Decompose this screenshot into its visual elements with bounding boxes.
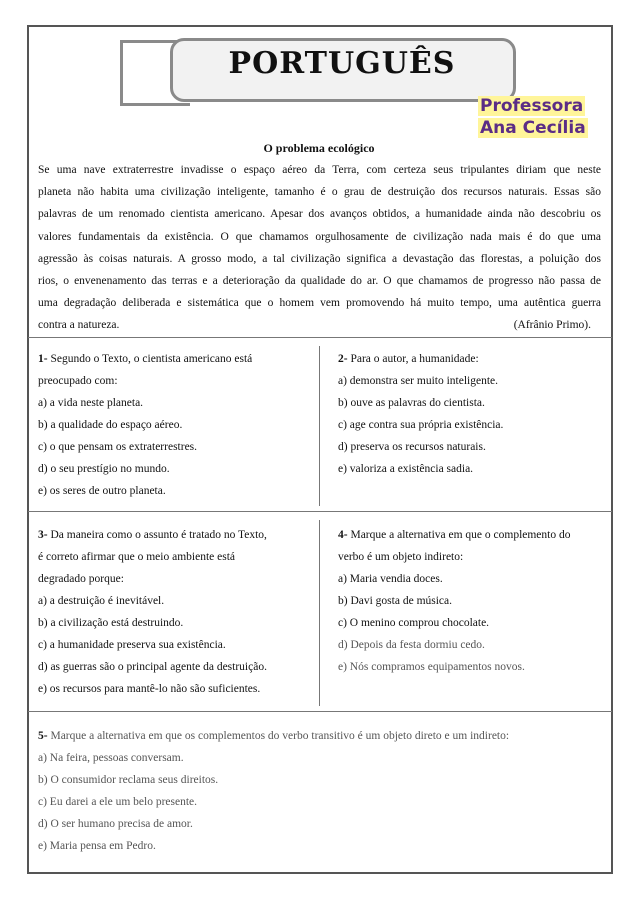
option: e) valoriza a existência sadia.	[338, 463, 474, 475]
option: b) Davi gosta de música.	[338, 595, 453, 607]
option: b) O consumidor reclama seus direitos.	[38, 774, 219, 786]
author-line-1: Professora	[480, 96, 584, 116]
option: b) ouve as palavras do cientista.	[338, 397, 485, 409]
option: b) a qualidade do espaço aéreo.	[38, 419, 183, 431]
divider	[28, 337, 612, 338]
question-number: 2-	[338, 353, 348, 365]
question-3	[38, 524, 267, 700]
question-4	[338, 524, 571, 678]
question-stem: verbo é um objeto indireto:	[338, 551, 464, 563]
option: c) O menino comprou chocolate.	[338, 617, 490, 629]
option: e) os seres de outro planeta.	[38, 485, 166, 497]
question-stem: preocupado com:	[38, 375, 118, 387]
question-1	[38, 348, 252, 502]
page-title: PORTUGUÊS	[228, 46, 456, 81]
author-line-2: Ana Cecília	[480, 118, 586, 138]
text-heading: O problema ecológico	[263, 141, 375, 155]
question-stem: Marque a alternativa em que os complementos do verbo transitivo é um objeto direto e um indireto:	[47, 730, 510, 742]
text-source: (Afrânio Primo).	[513, 319, 591, 332]
question-2	[338, 348, 503, 480]
reading-text	[38, 159, 601, 337]
question-number: 3-	[38, 529, 48, 541]
option: a) a destruição é inevitável.	[38, 595, 165, 607]
option: a) a vida neste planeta.	[38, 397, 144, 409]
option: a) Na feira, pessoas conversam.	[38, 752, 184, 764]
divider	[28, 511, 612, 512]
option: c) a humanidade preserva sua existência.	[38, 639, 226, 651]
text-line: rios, o envenenamento das terras e a deterioração da qualidade do ar. O que chamamos de progresso não passa de	[38, 274, 601, 287]
text-line: agressão às coisas naturais. A grosso modo, a tal civilização significa a devastação das florestas, a poluição dos	[38, 252, 601, 265]
question-stem: degradado porque:	[38, 573, 124, 585]
option: d) Depois da festa dormiu cedo.	[338, 639, 485, 651]
question-stem: Segundo o Texto, o cientista americano está	[47, 353, 253, 365]
option: d) o seu prestígio no mundo.	[38, 463, 170, 475]
question-number: 1-	[38, 353, 48, 365]
text-line: palavras de um renomado cientista americano. Apesar dos avanços obtidos, a humanidade ainda não descobriu os	[38, 208, 601, 221]
option: c) age contra sua própria existência.	[338, 419, 504, 431]
text-line: planeta não habita uma civilização inteligente, tamanho é o grau de destruição dos recursos naturais. Essas são	[38, 186, 601, 199]
option: d) as guerras são o principal agente da destruição.	[38, 661, 267, 673]
column-divider	[319, 520, 320, 706]
text-line: Se uma nave extraterrestre invadisse o espaço aéreo da Terra, com certeza seus tripulantes diriam que neste	[38, 164, 601, 176]
question-number: 4-	[338, 529, 348, 541]
option: d) O ser humano precisa de amor.	[38, 818, 193, 830]
question-stem: Para o autor, a humanidade:	[347, 353, 479, 365]
question-stem: Da maneira como o assunto é tratado no Texto,	[47, 529, 267, 541]
option: b) a civilização está destruindo.	[38, 617, 184, 629]
option: e) Maria pensa em Pedro.	[38, 840, 156, 852]
option: d) preserva os recursos naturais.	[338, 441, 486, 453]
question-stem: Marque a alternativa em que o complemento do	[347, 529, 571, 541]
option: c) Eu darei a ele um belo presente.	[38, 796, 198, 808]
question-number: 5-	[38, 730, 48, 742]
text-last-line: contra a natureza.	[38, 319, 120, 332]
option: c) o que pensam os extraterrestres.	[38, 441, 198, 453]
option: a) Maria vendia doces.	[338, 573, 443, 585]
option: e) Nós compramos equipamentos novos.	[338, 661, 525, 673]
text-line: valores fundamentais da existência. O que chamamos orgulhosamente de civilização nada mais é do que uma	[38, 230, 601, 243]
divider	[28, 711, 612, 712]
question-5	[38, 725, 509, 857]
text-line: uma degradação deliberada e sistemática que o homem vem promovendo há muito tempo, uma autêntica guerra	[38, 297, 601, 310]
option: a) demonstra ser muito inteligente.	[338, 375, 498, 387]
column-divider	[319, 346, 320, 506]
option: e) os recursos para mantê-lo não são suficientes.	[38, 683, 261, 695]
question-stem: é correto afirmar que o meio ambiente está	[38, 551, 236, 563]
